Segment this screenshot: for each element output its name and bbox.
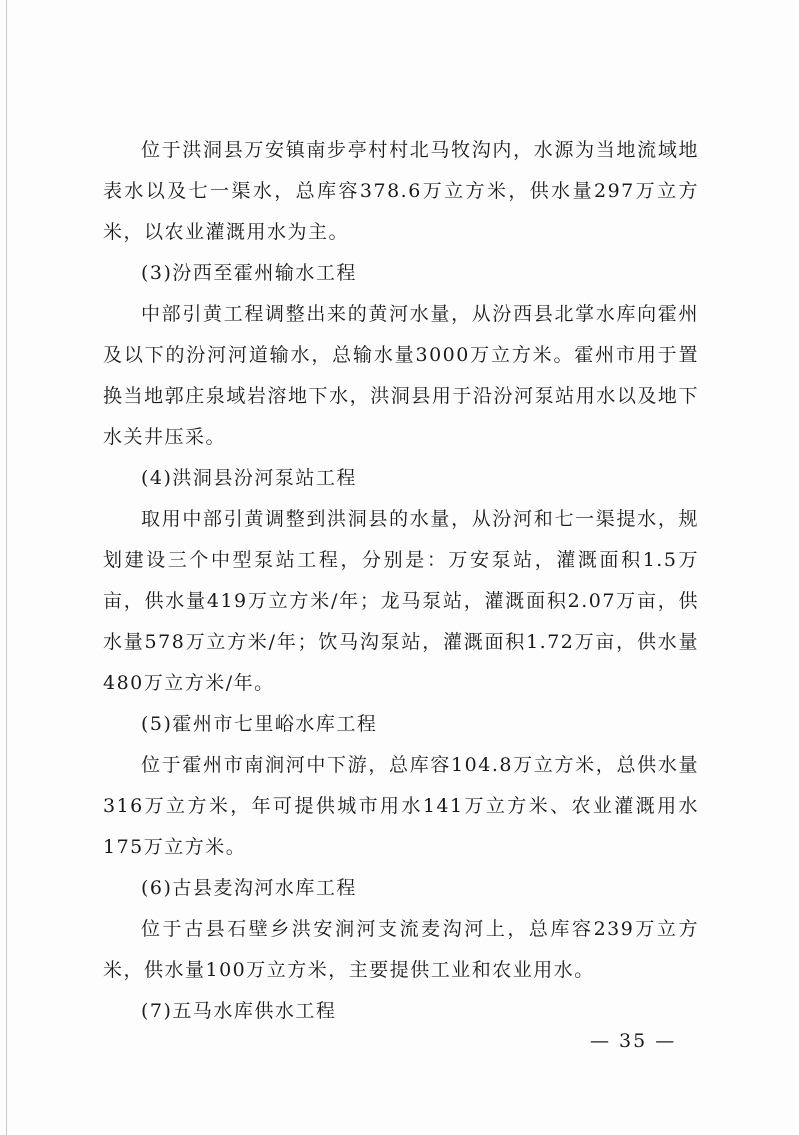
paragraph-maigouhe-reservoir: 位于古县石壁乡洪安涧河支流麦沟河上，总库容239万立方米，供水量100万立方米，主要提供工业和农业用水。 <box>103 918 699 981</box>
paragraph-mamugou-reservoir: 位于洪洞县万安镇南步亭村村北马牧沟内，水源为当地流域地表水以及七一渠水，总库容378.6万立方米，供水量297万立方米，以农业灌溉用水为主。 <box>103 139 699 243</box>
scan-page-edge <box>6 0 7 1135</box>
heading-fenxi-huozhou-water-transfer: (3)汾西至霍州输水工程 <box>141 262 357 284</box>
document-body <box>103 130 699 1032</box>
heading-maigouhe-reservoir: (6)古县麦沟河水库工程 <box>141 877 357 899</box>
heading-hongdong-pump-stations: (4)洪洞县汾河泵站工程 <box>141 467 357 489</box>
page-number: — 35 — <box>590 1030 677 1052</box>
heading-wuma-reservoir: (7)五马水库供水工程 <box>141 1000 337 1022</box>
paragraph-fenxi-huozhou-water-transfer: 中部引黄工程调整出来的黄河水量，从汾西县北掌水库向霍州及以下的汾河河道输水，总输水量3000万立方米。霍州市用于置换当地郭庄泉域岩溶地下水，洪洞县用于沿汾河泵站用水以及地下水关井压采。 <box>103 303 699 448</box>
paragraph-hongdong-pump-stations: 取用中部引黄调整到洪洞县的水量，从汾河和七一渠提水，规划建设三个中型泵站工程，分别是：万安泵站，灌溉面积1.5万亩，供水量419万立方米/年；龙马泵站，灌溉面积2.07万亩，供水量578万立方米/年；饮马沟泵站，灌溉面积1.72万亩，供水量480万立方米/年。 <box>103 508 699 694</box>
heading-qiliyu-reservoir: (5)霍州市七里峪水库工程 <box>141 713 378 735</box>
paragraph-qiliyu-reservoir: 位于霍州市南涧河中下游，总库容104.8万立方米，总供水量316万立方米，年可提供城市用水141万立方米、农业灌溉用水175万立方米。 <box>103 754 699 858</box>
